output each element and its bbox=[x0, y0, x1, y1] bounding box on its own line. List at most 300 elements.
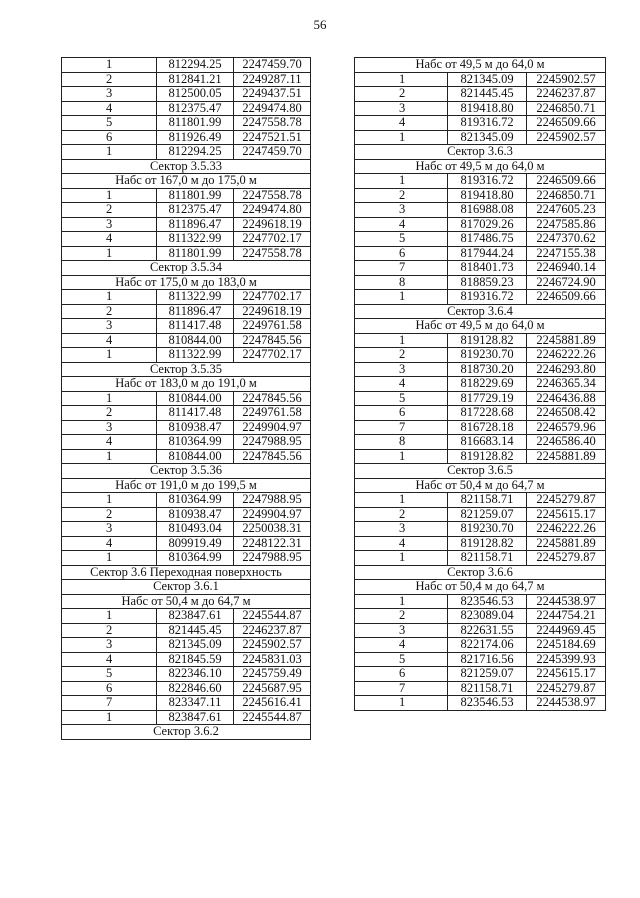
table-row bbox=[355, 507, 606, 522]
coord-x: 821259.07 bbox=[448, 667, 527, 682]
coord-x: 822346.10 bbox=[157, 667, 234, 682]
section-header-row bbox=[62, 261, 311, 276]
table-row bbox=[62, 623, 311, 638]
coord-x: 823847.61 bbox=[157, 609, 234, 624]
point-number: 1 bbox=[355, 551, 448, 566]
coord-x: 819316.72 bbox=[448, 174, 527, 189]
coord-y: 2247459.70 bbox=[234, 58, 311, 73]
coord-x: 810493.04 bbox=[157, 522, 234, 537]
coord-x: 811322.99 bbox=[157, 348, 234, 363]
point-number: 2 bbox=[62, 304, 157, 319]
point-number: 5 bbox=[355, 391, 448, 406]
coord-x: 818401.73 bbox=[448, 261, 527, 276]
coord-y: 2245184.69 bbox=[527, 638, 606, 653]
coord-y: 2245687.95 bbox=[234, 681, 311, 696]
coord-x: 819128.82 bbox=[448, 333, 527, 348]
table-row bbox=[62, 188, 311, 203]
table-row bbox=[355, 188, 606, 203]
table-row bbox=[62, 522, 311, 537]
coord-y: 2245902.57 bbox=[527, 130, 606, 145]
point-number: 3 bbox=[355, 101, 448, 116]
section-header-row bbox=[355, 58, 606, 73]
table-row bbox=[355, 362, 606, 377]
coord-x: 819128.82 bbox=[448, 536, 527, 551]
table-row bbox=[355, 174, 606, 189]
point-number: 6 bbox=[62, 681, 157, 696]
coord-x: 823546.53 bbox=[448, 696, 527, 711]
point-number: 1 bbox=[62, 246, 157, 261]
point-number: 1 bbox=[355, 333, 448, 348]
table-row bbox=[355, 667, 606, 682]
coord-y: 2247845.56 bbox=[234, 449, 311, 464]
coord-x: 811896.47 bbox=[157, 304, 234, 319]
table-row bbox=[355, 87, 606, 102]
section-header: Сектор 3.6.5 bbox=[355, 464, 606, 479]
table-row bbox=[355, 391, 606, 406]
coord-x: 810364.99 bbox=[157, 551, 234, 566]
coord-x: 809919.49 bbox=[157, 536, 234, 551]
point-number: 3 bbox=[355, 623, 448, 638]
point-number: 5 bbox=[62, 667, 157, 682]
point-number: 1 bbox=[62, 58, 157, 73]
coord-y: 2247845.56 bbox=[234, 333, 311, 348]
table-row bbox=[62, 290, 311, 305]
point-number: 4 bbox=[62, 333, 157, 348]
point-number: 3 bbox=[62, 319, 157, 334]
point-number: 4 bbox=[62, 536, 157, 551]
point-number: 6 bbox=[62, 130, 157, 145]
point-number: 4 bbox=[355, 217, 448, 232]
coord-x: 817729.19 bbox=[448, 391, 527, 406]
table-row bbox=[62, 232, 311, 247]
table-row bbox=[355, 290, 606, 305]
coord-x: 810364.99 bbox=[157, 435, 234, 450]
section-header-row bbox=[62, 464, 311, 479]
table-row bbox=[62, 667, 311, 682]
table-row bbox=[62, 58, 311, 73]
coord-x: 821158.71 bbox=[448, 493, 527, 508]
point-number: 2 bbox=[62, 623, 157, 638]
coord-y: 2246579.96 bbox=[527, 420, 606, 435]
section-header-row bbox=[355, 304, 606, 319]
coord-y: 2247988.95 bbox=[234, 551, 311, 566]
right-coordinate-table bbox=[354, 57, 605, 711]
coord-x: 821345.09 bbox=[448, 72, 527, 87]
coord-x: 819316.72 bbox=[448, 290, 527, 305]
section-header: Сектор 3.6.1 bbox=[62, 580, 311, 595]
table-row bbox=[62, 101, 311, 116]
coord-y: 2245279.87 bbox=[527, 681, 606, 696]
coord-y: 2245902.57 bbox=[527, 72, 606, 87]
point-number: 2 bbox=[62, 72, 157, 87]
coord-y: 2247988.95 bbox=[234, 435, 311, 450]
section-header: Набс от 50,4 м до 64,7 м bbox=[62, 594, 311, 609]
coord-y: 2247702.17 bbox=[234, 232, 311, 247]
coord-y: 2247558.78 bbox=[234, 246, 311, 261]
table-row bbox=[62, 710, 311, 725]
table-row bbox=[355, 116, 606, 131]
coord-y: 2249474.80 bbox=[234, 203, 311, 218]
table-row bbox=[355, 652, 606, 667]
coord-x: 816988.08 bbox=[448, 203, 527, 218]
table-row bbox=[62, 246, 311, 261]
point-number: 4 bbox=[355, 536, 448, 551]
coord-x: 819316.72 bbox=[448, 116, 527, 131]
coord-x: 823347.11 bbox=[157, 696, 234, 711]
coord-y: 2246508.42 bbox=[527, 406, 606, 421]
coord-y: 2245759.49 bbox=[234, 667, 311, 682]
table-row bbox=[355, 101, 606, 116]
coord-y: 2249761.58 bbox=[234, 406, 311, 421]
table-row bbox=[355, 522, 606, 537]
table-row bbox=[62, 217, 311, 232]
section-header: Сектор 3.6.3 bbox=[355, 145, 606, 160]
coord-y: 2249474.80 bbox=[234, 101, 311, 116]
coord-y: 2245881.89 bbox=[527, 449, 606, 464]
coord-x: 811801.99 bbox=[157, 246, 234, 261]
point-number: 7 bbox=[355, 681, 448, 696]
coord-x: 810938.47 bbox=[157, 507, 234, 522]
coord-x: 821345.09 bbox=[157, 638, 234, 653]
section-header: Сектор 3.6.4 bbox=[355, 304, 606, 319]
coord-y: 2246850.71 bbox=[527, 101, 606, 116]
point-number: 1 bbox=[355, 130, 448, 145]
coord-y: 2244538.97 bbox=[527, 594, 606, 609]
table-row bbox=[355, 246, 606, 261]
point-number: 1 bbox=[355, 174, 448, 189]
section-header-row bbox=[355, 464, 606, 479]
point-number: 7 bbox=[355, 261, 448, 276]
table-row bbox=[62, 696, 311, 711]
point-number: 5 bbox=[355, 652, 448, 667]
table-row bbox=[355, 493, 606, 508]
coord-y: 2247155.38 bbox=[527, 246, 606, 261]
table-row bbox=[355, 130, 606, 145]
section-header: Сектор 3.5.34 bbox=[62, 261, 311, 276]
section-header: Набс от 191,0 м до 199,5 м bbox=[62, 478, 311, 493]
coord-x: 812375.47 bbox=[157, 101, 234, 116]
section-header-row bbox=[355, 580, 606, 595]
section-header-row bbox=[62, 362, 311, 377]
point-number: 4 bbox=[62, 435, 157, 450]
coord-y: 2246509.66 bbox=[527, 174, 606, 189]
left-coordinate-table bbox=[61, 57, 310, 740]
section-header-row bbox=[62, 580, 311, 595]
point-number: 5 bbox=[355, 232, 448, 247]
table-row bbox=[355, 696, 606, 711]
point-number: 2 bbox=[355, 348, 448, 363]
coord-y: 2245399.93 bbox=[527, 652, 606, 667]
point-number: 1 bbox=[355, 72, 448, 87]
coord-x: 821345.09 bbox=[448, 130, 527, 145]
section-header: Сектор 3.5.33 bbox=[62, 159, 311, 174]
section-header: Набс от 183,0 м до 191,0 м bbox=[62, 377, 311, 392]
table-row bbox=[355, 449, 606, 464]
coord-x: 822846.60 bbox=[157, 681, 234, 696]
point-number: 6 bbox=[355, 246, 448, 261]
table-row bbox=[355, 232, 606, 247]
point-number: 1 bbox=[355, 290, 448, 305]
point-number: 7 bbox=[62, 696, 157, 711]
coord-y: 2246365.34 bbox=[527, 377, 606, 392]
point-number: 1 bbox=[355, 696, 448, 711]
coord-y: 2247459.70 bbox=[234, 145, 311, 160]
coord-x: 821716.56 bbox=[448, 652, 527, 667]
section-header-row bbox=[355, 319, 606, 334]
point-number: 1 bbox=[62, 145, 157, 160]
point-number: 3 bbox=[355, 522, 448, 537]
table-row bbox=[62, 145, 311, 160]
section-header: Набс от 167,0 м до 175,0 м bbox=[62, 174, 311, 189]
coord-x: 811801.99 bbox=[157, 188, 234, 203]
point-number: 6 bbox=[355, 406, 448, 421]
coord-x: 818859.23 bbox=[448, 275, 527, 290]
coord-x: 817486.75 bbox=[448, 232, 527, 247]
section-header: Сектор 3.5.36 bbox=[62, 464, 311, 479]
point-number: 1 bbox=[62, 710, 157, 725]
coord-y: 2244754.21 bbox=[527, 609, 606, 624]
coord-x: 821445.45 bbox=[157, 623, 234, 638]
table-row bbox=[355, 217, 606, 232]
coord-x: 821259.07 bbox=[448, 507, 527, 522]
coord-y: 2247845.56 bbox=[234, 391, 311, 406]
table-row bbox=[355, 420, 606, 435]
table-row bbox=[62, 609, 311, 624]
table-row bbox=[355, 551, 606, 566]
point-number: 1 bbox=[62, 493, 157, 508]
table-row bbox=[62, 391, 311, 406]
table-row bbox=[355, 681, 606, 696]
table-row bbox=[355, 348, 606, 363]
coord-y: 2249437.51 bbox=[234, 87, 311, 102]
point-number: 2 bbox=[62, 203, 157, 218]
point-number: 1 bbox=[62, 391, 157, 406]
coord-x: 812841.21 bbox=[157, 72, 234, 87]
table-row bbox=[355, 72, 606, 87]
point-number: 3 bbox=[62, 638, 157, 653]
coord-y: 2246293.80 bbox=[527, 362, 606, 377]
point-number: 1 bbox=[355, 594, 448, 609]
coord-x: 816683.14 bbox=[448, 435, 527, 450]
point-number: 3 bbox=[355, 362, 448, 377]
table-row bbox=[355, 203, 606, 218]
coord-x: 821158.71 bbox=[448, 681, 527, 696]
coord-x: 819128.82 bbox=[448, 449, 527, 464]
coord-y: 2249618.19 bbox=[234, 304, 311, 319]
coord-x: 817228.68 bbox=[448, 406, 527, 421]
coord-y: 2246222.26 bbox=[527, 348, 606, 363]
table-row bbox=[355, 609, 606, 624]
coord-x: 821445.45 bbox=[448, 87, 527, 102]
point-number: 4 bbox=[62, 101, 157, 116]
point-number: 6 bbox=[355, 667, 448, 682]
coord-y: 2246237.87 bbox=[527, 87, 606, 102]
coord-x: 823089.04 bbox=[448, 609, 527, 624]
point-number: 4 bbox=[355, 116, 448, 131]
table-row bbox=[62, 203, 311, 218]
coord-y: 2249761.58 bbox=[234, 319, 311, 334]
section-header: Набс от 50,4 м до 64,7 м bbox=[355, 478, 606, 493]
coord-x: 811322.99 bbox=[157, 232, 234, 247]
table-row bbox=[62, 536, 311, 551]
coord-x: 810844.00 bbox=[157, 391, 234, 406]
coord-x: 812294.25 bbox=[157, 58, 234, 73]
coord-x: 811801.99 bbox=[157, 116, 234, 131]
section-header-row bbox=[355, 478, 606, 493]
table-row bbox=[62, 304, 311, 319]
coord-y: 2245615.17 bbox=[527, 507, 606, 522]
coord-y: 2249287.11 bbox=[234, 72, 311, 87]
coord-x: 811322.99 bbox=[157, 290, 234, 305]
coord-y: 2247558.78 bbox=[234, 188, 311, 203]
section-header-row bbox=[355, 159, 606, 174]
table-row bbox=[62, 638, 311, 653]
coord-x: 810844.00 bbox=[157, 449, 234, 464]
coord-y: 2247702.17 bbox=[234, 348, 311, 363]
coord-y: 2246436.88 bbox=[527, 391, 606, 406]
point-number: 4 bbox=[62, 232, 157, 247]
coord-x: 810844.00 bbox=[157, 333, 234, 348]
table-row bbox=[62, 333, 311, 348]
point-number: 4 bbox=[355, 638, 448, 653]
point-number: 2 bbox=[355, 87, 448, 102]
point-number: 1 bbox=[62, 290, 157, 305]
page-number: 56 bbox=[313, 17, 327, 32]
coord-y: 2249904.97 bbox=[234, 420, 311, 435]
table-row bbox=[355, 406, 606, 421]
section-header: Набс от 175,0 м до 183,0 м bbox=[62, 275, 311, 290]
coord-y: 2244538.97 bbox=[527, 696, 606, 711]
point-number: 2 bbox=[355, 609, 448, 624]
section-header-row bbox=[62, 174, 311, 189]
point-number: 1 bbox=[62, 551, 157, 566]
section-header-row bbox=[62, 377, 311, 392]
point-number: 2 bbox=[355, 507, 448, 522]
point-number: 2 bbox=[355, 188, 448, 203]
section-header-row bbox=[62, 478, 311, 493]
table-row bbox=[355, 623, 606, 638]
table-row bbox=[355, 536, 606, 551]
point-number: 4 bbox=[62, 652, 157, 667]
point-number: 5 bbox=[62, 116, 157, 131]
table-row bbox=[62, 406, 311, 421]
table-row bbox=[355, 594, 606, 609]
table-row bbox=[355, 333, 606, 348]
table-row bbox=[355, 275, 606, 290]
coord-y: 2247558.78 bbox=[234, 116, 311, 131]
table-row bbox=[62, 420, 311, 435]
point-number: 8 bbox=[355, 435, 448, 450]
coord-y: 2248122.31 bbox=[234, 536, 311, 551]
point-number: 3 bbox=[355, 203, 448, 218]
section-header-row bbox=[355, 145, 606, 160]
coord-y: 2247702.17 bbox=[234, 290, 311, 305]
coord-y: 2247521.51 bbox=[234, 130, 311, 145]
coord-x: 811926.49 bbox=[157, 130, 234, 145]
section-header-row bbox=[62, 159, 311, 174]
section-header: Набс от 50,4 м до 64,7 м bbox=[355, 580, 606, 595]
coord-x: 822631.55 bbox=[448, 623, 527, 638]
table-row bbox=[62, 652, 311, 667]
table-row bbox=[62, 681, 311, 696]
table-row bbox=[62, 72, 311, 87]
coord-x: 819230.70 bbox=[448, 522, 527, 537]
table-row bbox=[62, 507, 311, 522]
table-row bbox=[355, 261, 606, 276]
section-header-row bbox=[62, 594, 311, 609]
coord-y: 2246237.87 bbox=[234, 623, 311, 638]
table-row bbox=[62, 435, 311, 450]
coord-y: 2245279.87 bbox=[527, 493, 606, 508]
coord-y: 2246222.26 bbox=[527, 522, 606, 537]
coord-x: 822174.06 bbox=[448, 638, 527, 653]
table-row bbox=[62, 87, 311, 102]
section-header-row bbox=[355, 565, 606, 580]
coord-x: 816728.18 bbox=[448, 420, 527, 435]
section-header-row bbox=[62, 725, 311, 740]
point-number: 7 bbox=[355, 420, 448, 435]
coord-x: 817944.24 bbox=[448, 246, 527, 261]
coord-y: 2245831.03 bbox=[234, 652, 311, 667]
coord-x: 821845.59 bbox=[157, 652, 234, 667]
coord-x: 823847.61 bbox=[157, 710, 234, 725]
coord-y: 2246724.90 bbox=[527, 275, 606, 290]
coord-y: 2245881.89 bbox=[527, 333, 606, 348]
point-number: 3 bbox=[62, 420, 157, 435]
section-header: Набс от 49,5 м до 64,0 м bbox=[355, 159, 606, 174]
coord-x: 811896.47 bbox=[157, 217, 234, 232]
point-number: 1 bbox=[62, 449, 157, 464]
coord-y: 2245881.89 bbox=[527, 536, 606, 551]
table-row bbox=[62, 348, 311, 363]
point-number: 3 bbox=[62, 217, 157, 232]
coord-x: 810938.47 bbox=[157, 420, 234, 435]
coord-y: 2245544.87 bbox=[234, 710, 311, 725]
point-number: 3 bbox=[62, 87, 157, 102]
table-row bbox=[62, 551, 311, 566]
coord-y: 2247605.23 bbox=[527, 203, 606, 218]
coord-x: 818229.69 bbox=[448, 377, 527, 392]
coord-y: 2250038.31 bbox=[234, 522, 311, 537]
coord-y: 2245279.87 bbox=[527, 551, 606, 566]
coord-y: 2245615.17 bbox=[527, 667, 606, 682]
section-header: Набс от 49,5 м до 64,0 м bbox=[355, 319, 606, 334]
coord-x: 819230.70 bbox=[448, 348, 527, 363]
table-row bbox=[62, 319, 311, 334]
coord-x: 812500.05 bbox=[157, 87, 234, 102]
point-number: 4 bbox=[355, 377, 448, 392]
coord-x: 810364.99 bbox=[157, 493, 234, 508]
table-row bbox=[355, 377, 606, 392]
coord-y: 2247585.86 bbox=[527, 217, 606, 232]
section-header: Сектор 3.6 Переходная поверхность bbox=[62, 565, 311, 580]
table-row bbox=[62, 130, 311, 145]
coord-y: 2246509.66 bbox=[527, 116, 606, 131]
point-number: 1 bbox=[62, 609, 157, 624]
section-header-row bbox=[62, 565, 311, 580]
coord-y: 2244969.45 bbox=[527, 623, 606, 638]
table-row bbox=[62, 493, 311, 508]
table-row bbox=[355, 638, 606, 653]
coord-y: 2245616.41 bbox=[234, 696, 311, 711]
point-number: 1 bbox=[62, 348, 157, 363]
coord-x: 819418.80 bbox=[448, 188, 527, 203]
coord-x: 817029.26 bbox=[448, 217, 527, 232]
coord-x: 819418.80 bbox=[448, 101, 527, 116]
point-number: 1 bbox=[355, 449, 448, 464]
coord-x: 823546.53 bbox=[448, 594, 527, 609]
section-header-row bbox=[62, 275, 311, 290]
